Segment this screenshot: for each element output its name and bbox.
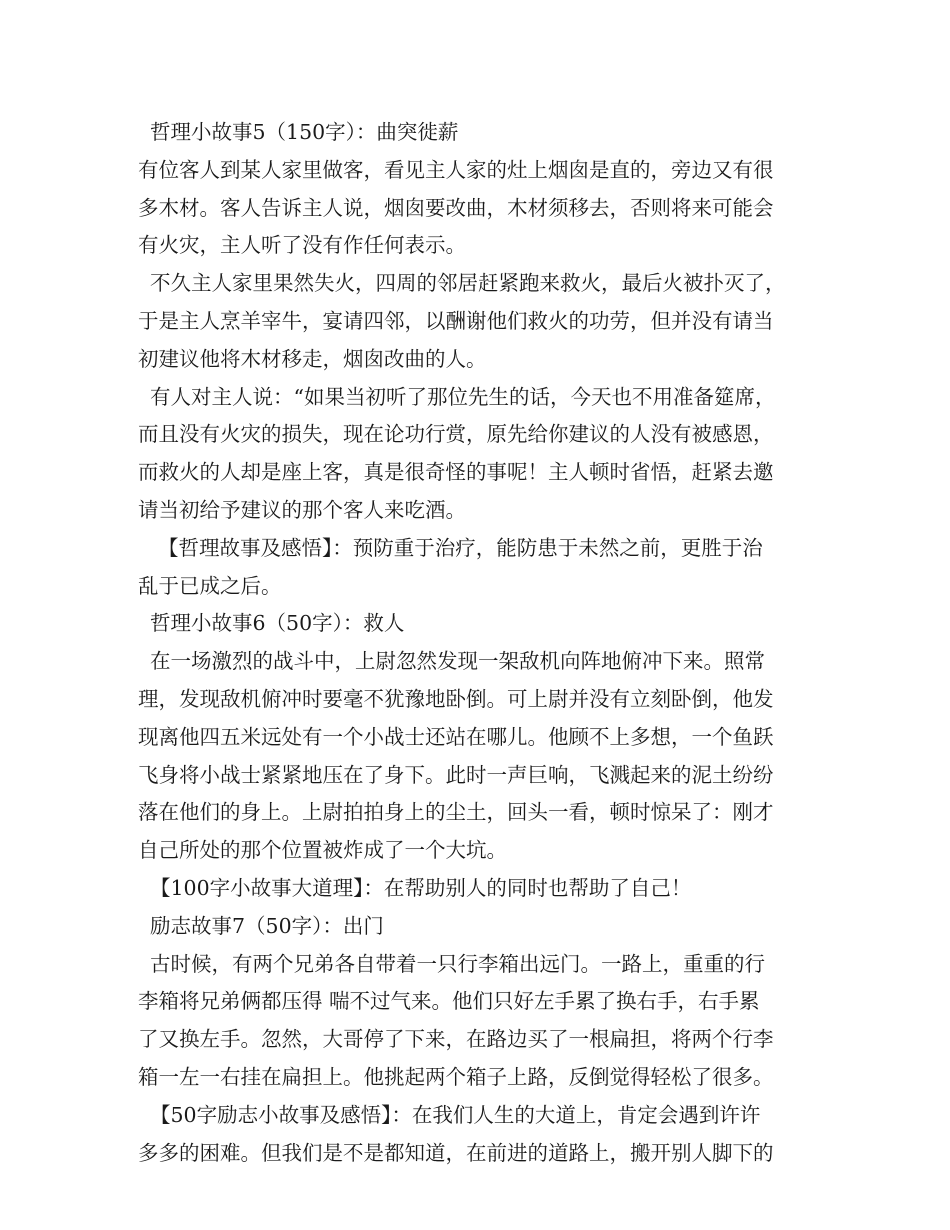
text-line: 而且没有火灾的损失，现在论功行赏，原先给你建议的人没有被感恩， <box>138 422 774 447</box>
document-body <box>138 114 828 1172</box>
text-line: 【50字励志小故事及感悟】：在我们人生的大道上，肯定会遇到许许 <box>150 1102 761 1127</box>
text-line: 有火灾，主人听了没有作任何表示。 <box>138 233 466 258</box>
text-line: 多多的困难。但我们是不是都知道，在前进的道路上，搬开别人脚下的 <box>138 1140 774 1165</box>
text-line: 李箱将兄弟俩都压得 喘不过气来。他们只好左手累了换右手，右手累 <box>138 989 760 1014</box>
text-line: 了又换左手。忽然，大哥停了下来，在路边买了一根扁担，将两个行李 <box>138 1027 774 1052</box>
text-line: 不久主人家里果然失火，四周的邻居赶紧跑来救火，最后火被扑灭了， <box>150 271 786 296</box>
text-line: 多木材。客人告诉主人说，烟囱要改曲，木材须移去，否则将来可能会 <box>138 195 774 220</box>
text-line: 【哲理故事及感悟】：预防重于治疗，能防患于未然之前，更胜于治 <box>158 535 763 560</box>
text-line: 初建议他将木材移走，烟囱改曲的人。 <box>138 346 487 371</box>
text-line: 古时候，有两个兄弟各自带着一只行李箱出远门。一路上，重重的行 <box>150 951 765 976</box>
text-line: 于是主人烹羊宰牛，宴请四邻，以酬谢他们救火的功劳，但并没有请当 <box>138 308 774 333</box>
text-line: 现离他四五米远处有一个小战士还站在哪儿。他顾不上多想，一个鱼跃 <box>138 724 774 749</box>
text-line: 乱于已成之后。 <box>138 573 282 598</box>
text-line: 而救火的人却是座上客，真是很奇怪的事呢！主人顿时省悟，赶紧去邀 <box>138 460 774 485</box>
text-line: 【100字小故事大道理】：在帮助别人的同时也帮助了自己！ <box>150 875 692 900</box>
text-line: 哲理小故事6（50字）：救人 <box>150 611 405 636</box>
text-line: 在一场激烈的战斗中，上尉忽然发现一架敌机向阵地俯冲下来。照常 <box>150 649 765 674</box>
text-line: 请当初给予建议的那个客人来吃酒。 <box>138 497 466 522</box>
text-line: 有位客人到某人家里做客，看见主人家的灶上烟囱是直的，旁边又有很 <box>138 157 774 182</box>
text-line: 励志故事7（50字）：出门 <box>150 913 384 938</box>
text-line: 箱一左一右挂在扁担上。他挑起两个箱子上路，反倒觉得轻松了很多。 <box>138 1064 774 1089</box>
text-line: 有人对主人说：“如果当初听了那位先生的话，今天也不用准备筵席， <box>150 384 776 409</box>
text-line: 哲理小故事5（150字）：曲突徙薪 <box>150 120 459 144</box>
text-line: 落在他们的身上。上尉拍拍身上的尘土，回头一看，顿时惊呆了：刚才 <box>138 800 774 825</box>
text-line: 理，发现敌机俯冲时要毫不犹豫地卧倒。可上尉并没有立刻卧倒，他发 <box>138 686 774 711</box>
text-line: 自己所处的那个位置被炸成了一个大坑。 <box>138 838 507 863</box>
text-line: 飞身将小战士紧紧地压在了身下。此时一声巨响，飞溅起来的泥土纷纷 <box>138 762 774 787</box>
